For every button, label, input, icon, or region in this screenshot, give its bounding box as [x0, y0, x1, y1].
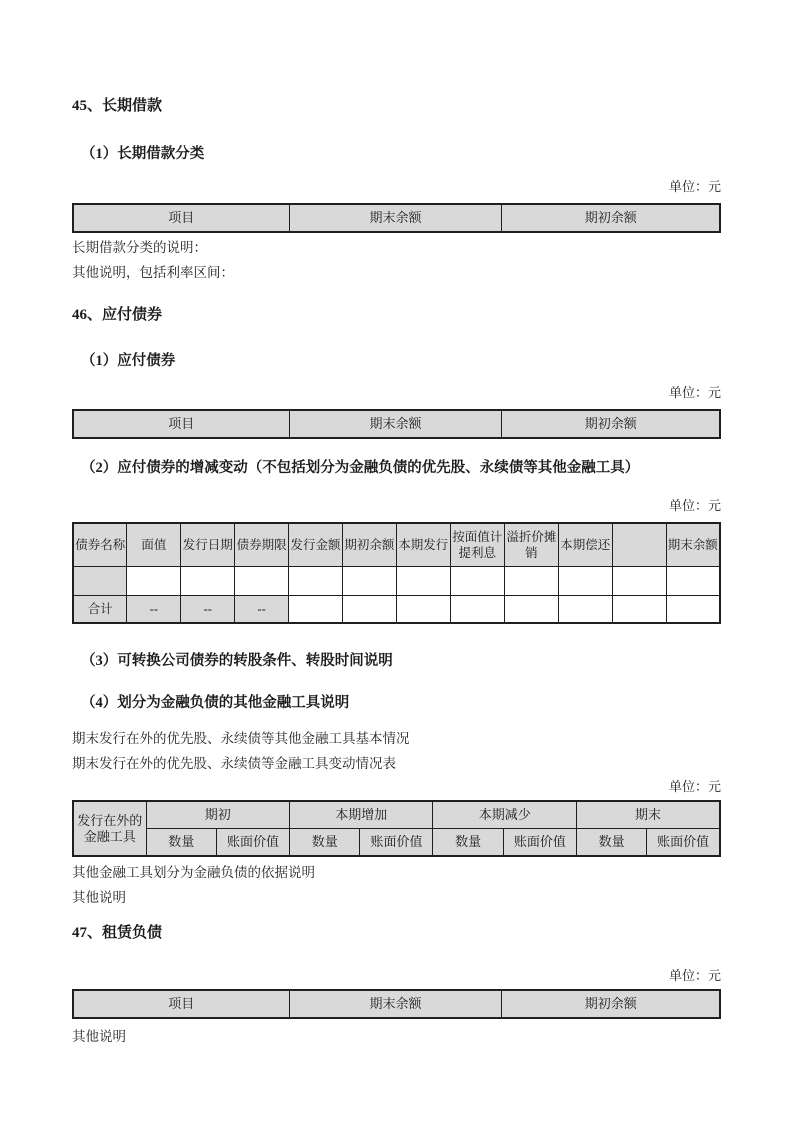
lease-liability-table	[72, 989, 721, 1019]
header-cell-closing: 期末余额	[289, 410, 502, 438]
header-cell-opening: 期初余额	[502, 990, 720, 1018]
header-cell-face-value: 面值	[127, 523, 181, 566]
loan-classification-note: 长期借款分类的说明：	[72, 240, 207, 255]
header-cell-opening: 期初余额	[502, 410, 720, 438]
table-subheader-row	[73, 829, 720, 857]
lease-other-note: 其他说明	[72, 1029, 126, 1044]
cell	[558, 566, 612, 595]
header-cell-bond-term: 债券期限	[235, 523, 289, 566]
cell	[396, 566, 450, 595]
subheader-quantity: 数量	[290, 829, 360, 857]
cell	[396, 595, 450, 623]
unit-label: 单位：元	[668, 385, 721, 400]
cell: --	[235, 595, 289, 623]
table-header-row	[73, 523, 720, 566]
financial-instruments-table	[72, 800, 721, 857]
section-46-sub1-title: （1）应付债券	[81, 353, 176, 369]
cell	[666, 595, 720, 623]
cell	[289, 566, 343, 595]
classification-basis-note: 其他金融工具划分为金融负债的依据说明	[72, 865, 315, 880]
section-46-sub2-title: （2）应付债券的增减变动（不包括划分为金融负债的优先股、永续债等其他金融工具）	[81, 460, 640, 476]
cell	[181, 566, 235, 595]
cell	[342, 595, 396, 623]
header-cell-closing: 期末余额	[289, 204, 502, 232]
unit-label: 单位：元	[668, 498, 721, 513]
cell	[342, 566, 396, 595]
header-group-decrease: 本期减少	[433, 801, 576, 829]
header-cell-item: 项目	[73, 204, 289, 232]
header-cell-item: 项目	[73, 410, 289, 438]
subheader-book-value: 账面价值	[216, 829, 289, 857]
bonds-payable-table	[72, 409, 721, 439]
other-note: 其他说明	[72, 890, 126, 905]
header-cell-opening-balance: 期初余额	[342, 523, 396, 566]
header-cell-closing-balance: 期末余额	[666, 523, 720, 566]
cell	[612, 595, 666, 623]
unit-label: 单位：元	[668, 968, 721, 983]
subheader-quantity: 数量	[576, 829, 646, 857]
unit-label: 单位：元	[668, 179, 721, 194]
header-cell-interest-at-face: 按面值计提利息	[450, 523, 504, 566]
table-row	[73, 566, 720, 595]
unit-label: 单位：元	[668, 779, 721, 794]
cell	[127, 566, 181, 595]
section-46-sub4-title: （4）划分为金融负债的其他金融工具说明	[81, 695, 350, 711]
table-total-row	[73, 595, 720, 623]
cell	[504, 566, 558, 595]
total-label-cell: 合计	[73, 595, 127, 623]
header-cell-issue-date: 发行日期	[181, 523, 235, 566]
cell	[235, 566, 289, 595]
cell	[666, 566, 720, 595]
cell	[504, 595, 558, 623]
cell	[73, 566, 127, 595]
cell	[289, 595, 343, 623]
table-header-row	[73, 990, 720, 1018]
header-group-increase: 本期增加	[290, 801, 433, 829]
subheader-quantity: 数量	[433, 829, 503, 857]
table-header-row	[73, 410, 720, 438]
cell	[450, 595, 504, 623]
subheader-book-value: 账面价值	[360, 829, 433, 857]
header-cell-current-issue: 本期发行	[396, 523, 450, 566]
header-cell-bond-name: 债券名称	[73, 523, 127, 566]
subheader-book-value: 账面价值	[503, 829, 576, 857]
section-45-sub1-title: （1）长期借款分类	[81, 146, 205, 162]
long-term-loan-table	[72, 203, 721, 233]
bonds-movement-table	[72, 522, 721, 624]
header-cell-premium-amortization: 溢折价摊销	[504, 523, 558, 566]
section-46-title: 46、应付债券	[72, 307, 163, 323]
instruments-change-note: 期末发行在外的优先股、永续债等金融工具变动情况表	[72, 756, 396, 771]
header-cell-closing: 期末余额	[289, 990, 502, 1018]
header-group-opening: 期初	[146, 801, 289, 829]
header-cell-item: 项目	[73, 990, 289, 1018]
cell	[450, 566, 504, 595]
section-46-sub3-title: （3）可转换公司债券的转股条件、转股时间说明	[81, 653, 393, 669]
table-header-row	[73, 204, 720, 232]
header-cell-opening: 期初余额	[502, 204, 720, 232]
subheader-quantity: 数量	[146, 829, 216, 857]
cell: --	[127, 595, 181, 623]
instruments-basic-note: 期末发行在外的优先股、永续债等其他金融工具基本情况	[72, 731, 410, 746]
section-47-title: 47、租赁负债	[72, 925, 163, 941]
loan-other-note: 其他说明，包括利率区间：	[72, 265, 234, 280]
subheader-book-value: 账面价值	[647, 829, 720, 857]
cell	[612, 566, 666, 595]
header-cell-issue-amount: 发行金额	[289, 523, 343, 566]
cell: --	[181, 595, 235, 623]
header-cell-outstanding-instruments: 发行在外的金融工具	[73, 801, 146, 856]
cell	[558, 595, 612, 623]
table-header-row	[73, 801, 720, 829]
header-cell-blank	[612, 523, 666, 566]
header-group-closing: 期末	[576, 801, 720, 829]
header-cell-current-repayment: 本期偿还	[558, 523, 612, 566]
section-45-title: 45、长期借款	[72, 98, 163, 114]
